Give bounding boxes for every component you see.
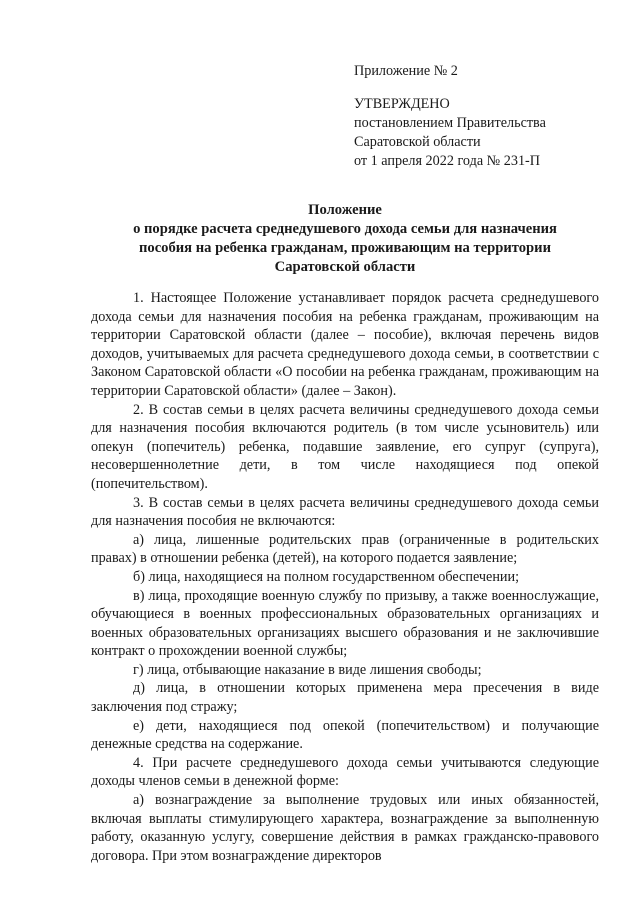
paragraph-3d: д) лица, в отношении которых применена мера пресечения в виде заключения под стражу; [91, 680, 599, 716]
approval-stamp [354, 62, 624, 171]
paragraph-2: 2. В состав семьи в целях расчета величины среднедушевого дохода семьи для назначения пособия включаются родитель (в том числе усыновитель) или опекун (попечитель) ребенка, подавшие заявление, его супруг (супруга), несовершеннолетние дети, в том числе находящиеся под опекой (попечительством). [91, 401, 599, 492]
document-body [91, 289, 599, 865]
appendix-number: Приложение № 2 [354, 63, 458, 79]
paragraph-3b: б) лица, находящиеся на полном государственном обеспечении; [133, 568, 520, 585]
title-line-3: пособия на ребенка гражданам, проживающим на территории [139, 240, 551, 256]
paragraph-1: 1. Настоящее Положение устанавливает порядок расчета среднедушевого дохода семьи для назначения пособия на ребенка гражданам, проживающим на территории Саратовской области (далее – пособие), включая перечень видов доходов, учитываемых для расчета среднедушевого дохода семьи, в соответствии с Законом Саратовской области «О пособии на ребенка гражданам, проживающим на территории Саратовской области» (далее – Закон). [91, 290, 599, 399]
title-line-2: о порядке расчета среднедушевого дохода семьи для назначения [133, 221, 557, 237]
approved-heading: УТВЕРЖДЕНО [354, 96, 450, 112]
paragraph-3e: е) дети, находящиеся под опекой (попечительством) и получающие денежные средства на содержание. [91, 717, 599, 753]
paragraph-4: 4. При расчете среднедушевого дохода семьи учитываются следующие доходы членов семьи в денежной форме: [91, 754, 599, 790]
paragraph-3a: а) лица, лишенные родительских прав (ограниченные в родительских правах) в отношении ребенка (детей), на которого подается заявление; [91, 531, 599, 567]
title-line-4: Саратовской области [274, 259, 416, 275]
approval-line-3: от 1 апреля 2022 года № 231-П [354, 153, 541, 169]
approval-line-1: постановлением Правительства [354, 115, 546, 131]
paragraph-3g: г) лица, отбывающие наказание в виде лишения свободы; [133, 661, 482, 678]
document-title [90, 201, 600, 277]
paragraph-4a: а) вознаграждение за выполнение трудовых или иных обязанностей, включая выплаты стимулирующего характера, вознаграждение за выполненную работу, оказанную услугу, совершение действия в рамках гражданско-правового договора. При этом вознаграждение директоров [91, 792, 599, 864]
title-line-1: Положение [308, 202, 382, 218]
paragraph-3: 3. В состав семьи в целях расчета величины среднедушевого дохода семьи для назначения пособия не включаются: [91, 494, 599, 530]
paragraph-3v: в) лица, проходящие военную службу по призыву, а также военнослужащие, обучающиеся в военных профессиональных образовательных организациях и военных образовательных организациях высшего образования и не заключившие контракт о прохождении военной службы; [91, 587, 599, 660]
approval-line-2: Саратовской области [354, 134, 481, 150]
